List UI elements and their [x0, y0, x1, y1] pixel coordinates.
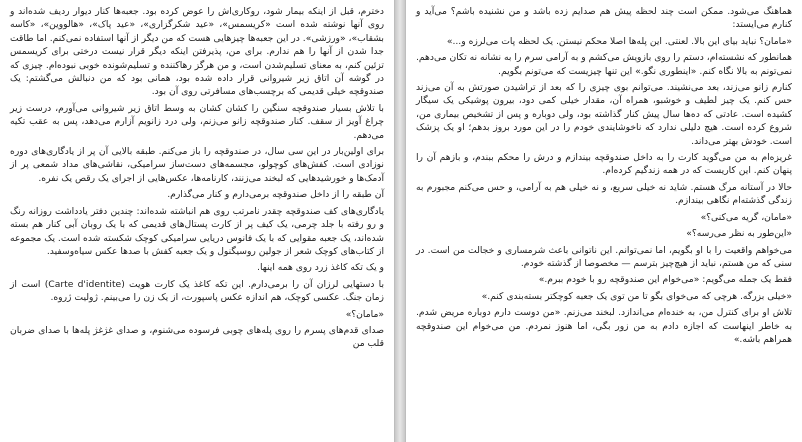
paragraph: یادگاری‌های کف صندوقچه چقدر نامرتب روی هم انباشته شده‌اند: چندین دفتر یادداشت روزانه رنگ و رو رفته با جلد چرمی، یک کیف پر از کارت پستال‌های قدیمی که با یک روبان آبی کنار هم بسته شده‌اند، یک جعبه مقوایی که با یک فانوس دریایی سرامیکی کوچک شکسته شده است. یک مجموعه از کتاب‌های کوچک شعر از جولین روسیگنول و یک جعبه کفش با صدها عکس سیاه‌وسفید.: [9, 205, 384, 257]
paragraph: با تلاش بسیار صندوقچه سنگین را کشان کشان به وسط اتاق زیر شیروانی می‌آورم، درست زیر چراغ آویز از سقف. کنار صندوقچه زانو می‌زنم، ولی درد زانویم آزارم می‌دهد، پس به عقب تکیه می‌دهم.: [10, 102, 384, 141]
paragraph: آن طبقه را از داخل صندوقچه برمی‌دارم و کنار می‌گذارم.: [167, 189, 384, 201]
paragraph: و یک تکه کاغذ زرد روی همه اینها.: [257, 262, 384, 274]
paragraph: تلاش او برای کنترل من، به خنده‌ام می‌اندازد. لبخند می‌زنم. «من دوست دارم دوباره مریض شدم. به خاطر اینهاست که اجازه دادم به من زور بگی، اما هنوز نمردم. من می‌خوام این صندوقچه همراهم باشه.»: [416, 307, 792, 345]
paragraph: غریزه‌ام به من می‌گوید کارت را به داخل صندوقچه بیندازم و درش را محکم ببندم، و بازهم آن را پنهان کنم. این کاریست که در همه زندگیم کرده‌ام.: [416, 152, 792, 177]
paragraph: فقط یک جمله می‌گویم: «می‌خوام این صندوقچه رو با خودم ببرم.»: [538, 274, 792, 286]
paragraph: «مامان؟ نباید بیای این بالا. لعنتی. این پله‌ها اصلا محکم نیستن. یک لحظه پات می‌لرزه و...»: [446, 35, 792, 47]
right-page-text: [406, 0, 802, 346]
paragraph: برای اولین‌بار در این سی سال، در صندوقچه را باز می‌کنم. طبقه بالایی آن پر از یادگاری‌های دوره نوزادی است. کفش‌های کوچولو، مجسمه‌های دست‌ساز سرامیکی، نقاشی‌های مداد شمعی پر از آدمک‌ها و خورشیدهایی که لبخند می‌زنند، کارنامه‌ها، عکس‌هایی از اجرای یک رقص یک نفره.: [10, 146, 384, 184]
paragraph: «خیلی بزرگه. هرچی که می‌خوای بگو تا من توی یک جعبه کوچکتر بسته‌بندی کنم.»: [481, 290, 792, 302]
paragraph: هماهنگ می‌شود. ممکن است چند لحظه پیش هم صدایم زده باشد و من نشنیده باشم؟ می‌آید و کنارم می‌ایستد:: [416, 6, 792, 31]
paragraph: با دستهایی لرزان آن را برمی‌دارم. این تکه کاغذ یک کارت هویت (Carte d'identite) است از زمان جنگ. عکسی کوچک، هم اندازه عکس پاسپورت، از یک زن را می‌بینم. ژولیت ژروه.: [10, 278, 384, 304]
paragraph: کنارم زانو می‌زند، بعد می‌نشیند. می‌توانم بوی چیزی را که بعد از تراشیدن صورتش به آن می‌زند حس کنم. یک چیز لطیف و خوشبو، همراه آن، مقدار خیلی کمی دود، بیرون پوشیکی یک سیگار کشیده است. عادتی که ده‌ها سال پیش کنار گذاشته بود، ولی دوباره و پس از تشخیص بیماری من، شروع کرده است. هیچ دلیلی ندارد که ناخوشایندی خودم را در این مورد بروز بدهم؛ او یک پزشک است. خودش بهتر می‌داند.: [416, 82, 792, 147]
paragraph: همانطور که نشسته‌ام، دستم را روی بازویش می‌کشم و به آرامی سرم را به نشانه نه تکان می‌دهم. نمی‌تونم به بالا نگاه کنم. «اینطوری نگو.» این تنها چیزیست که می‌تونم بگویم.: [416, 52, 792, 77]
left-page-text: [0, 0, 394, 351]
paragraph: «مامان، گریه می‌کنی؟»: [700, 211, 792, 223]
paragraph: دخترم، قبل از اینکه بیمار شود، روکاری‌اش را عوض کرده بود. جعبه‌ها کنار دیوار ردیف شده‌اند و روی آنها نوشته شده است «کریسمس»، «عید شکرگزاری»، «عید پاک»، «هالووین»، «کاسه بشقاب»، «ورزشی». در این جعبه‌ها چیزهایی هست که من دیگر از آنها استفاده نمی‌کنم. اما طاقت جدا شدن از آنها را هم ندارم. برای من، پذیرفتن اینکه دیگر قرار نیست درختی برای کریسمس تزئین کنم، به معنای تسلیم‌شدن است، و من هرگز رهاکننده و تسلیم‌شونده خوبی نبوده‌ام. چیزی که در گوشه آن اتاق زیر شیروانی قرار داده شده بود، همانی بود که من دنبالش می‌گشتم: یک صندوقچه خیلی قدیمی که برچسب‌های مسافرتی روی آن بود.: [10, 6, 384, 98]
paragraph: صدای قدم‌های پسرم را روی پله‌های چوبی فرسوده می‌شنوم، و صدای غژغژ پله‌ها با صدای ضربان قلب من: [10, 324, 384, 350]
left-page: [0, 0, 395, 442]
paragraph: «این‌طور به نظر می‌رسه؟»: [686, 228, 792, 240]
page-gutter: [395, 0, 405, 442]
paragraph: می‌خواهم واقعیت را با او بگویم، اما نمی‌توانم. این ناتوانی باعث شرمساری و خجالت من است. در سنی که من هستم، نباید از هیچ‌چیز بترسم — مخصوصا از گذشته خودم.: [416, 244, 792, 269]
paragraph: حالا در آستانه مرگ هستم. شاید نه خیلی سریع، و نه خیلی هم به آرامی، و حس می‌کنم مجبورم به زندگی گذشته‌ام نگاهی بیندازم.: [416, 181, 792, 207]
paragraph: «مامان؟»: [345, 308, 384, 320]
right-page: [405, 0, 802, 442]
